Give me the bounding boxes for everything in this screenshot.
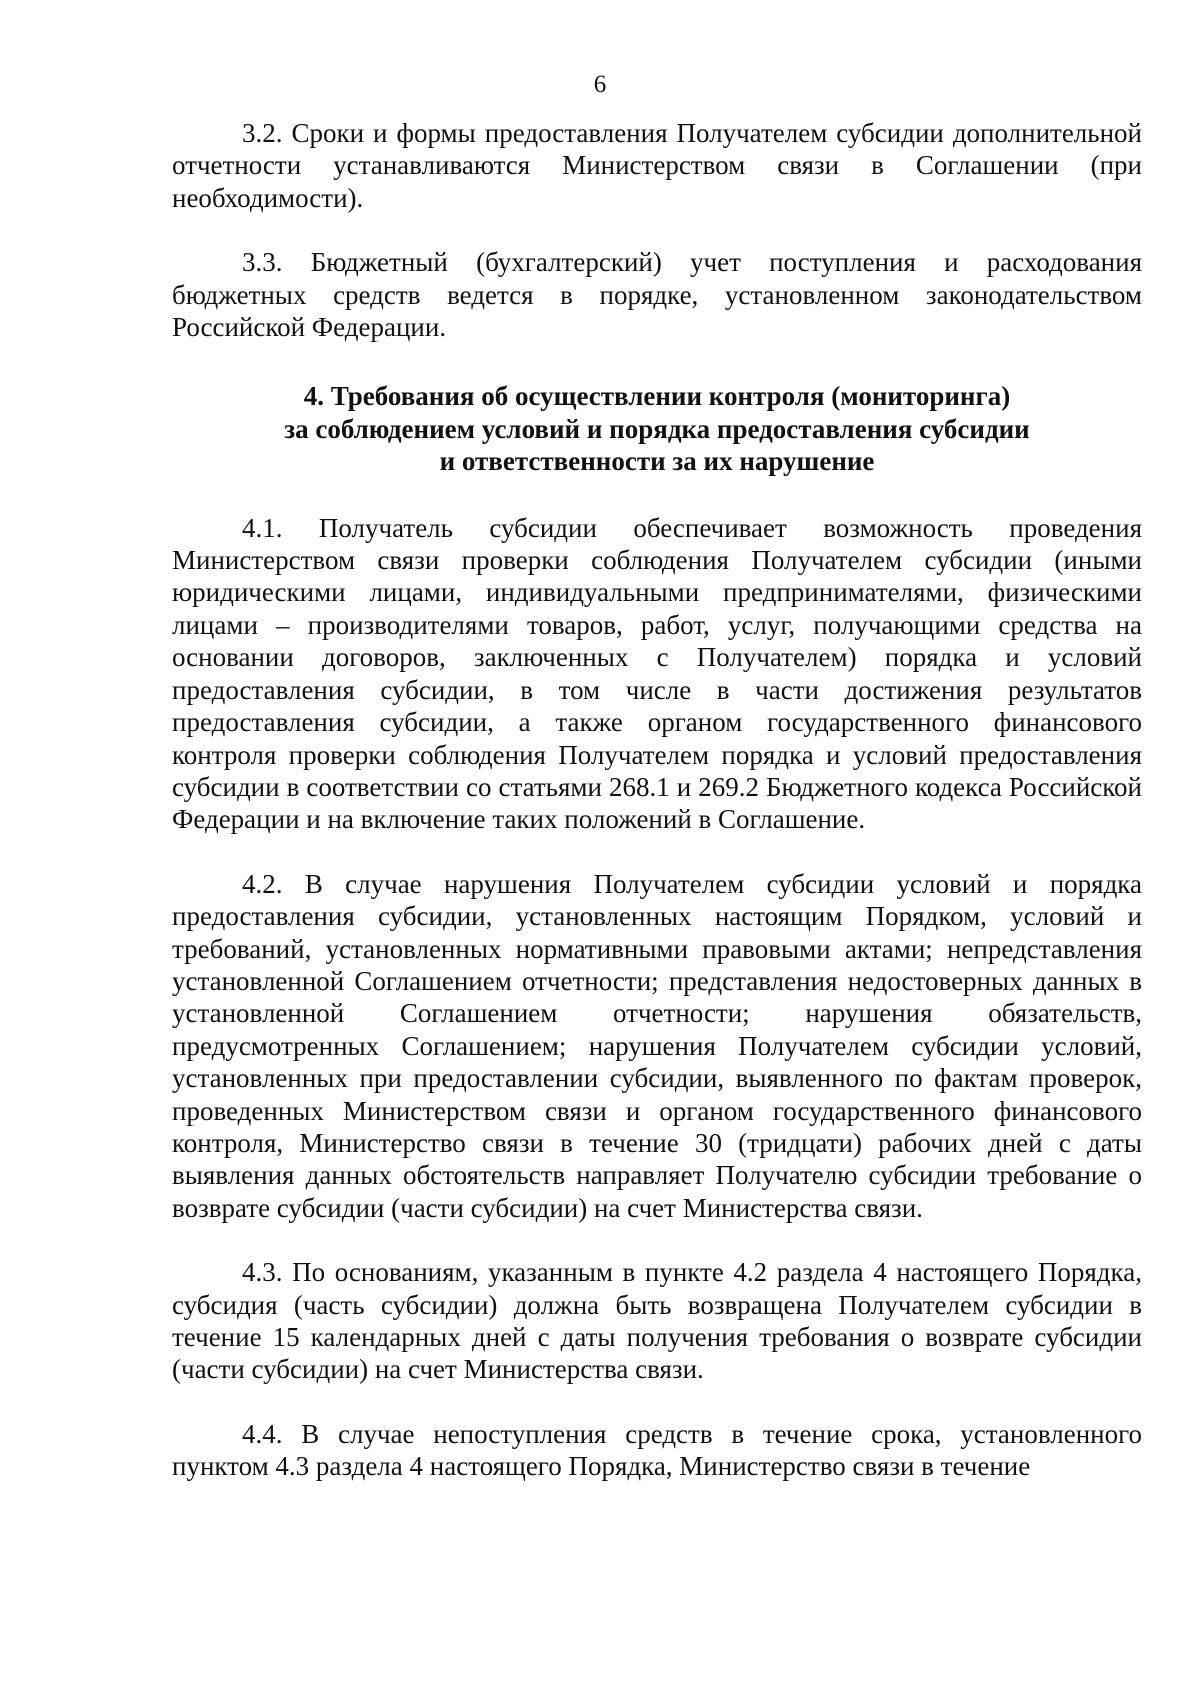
section-heading-line: за соблюдением условий и порядка предоставления субсидии: [284, 413, 1030, 444]
section-heading-line: 4. Требования об осуществлении контроля (мониторинга): [303, 381, 1011, 412]
document-body: [172, 117, 1142, 1483]
paragraph-3-3: 3.3. Бюджетный (бухгалтерский) учет поступления и расходования бюджетных средств ведется в порядке, установленном законодательством Российской Федерации.: [172, 247, 1142, 343]
paragraph-4-4: 4.4. В случае непоступления средств в течение срока, установленного пунктом 4.3 раздела 4 настоящего Порядка, Министерство связи в течение: [172, 1418, 1142, 1482]
paragraph-4-2: 4.2. В случае нарушения Получателем субсидии условий и порядка предоставления субсидии, установленных настоящим Порядком, условий и требований, установленных нормативными правовыми актами; непредставления установленной Соглашением отчетности; представления недостоверных данных в установленной Соглашением отчетности; нарушения обязательств, предусмотренных Соглашением; нарушения Получателем субсидии условий, установленных при предоставлении субсидии, выявленного по фактам проверок, проведенных Министерством связи и органом государственного финансового контроля, Министерство связи в течение 30 (тридцати) рабочих дней с даты выявления данных обстоятельств направляет Получателю субсидии требование о возврате субсидии (части субсидии) на счет Министерства связи.: [172, 868, 1142, 1223]
paragraph-4-1: 4.1. Получатель субсидии обеспечивает возможность проведения Министерством связи проверки соблюдения Получателем субсидии (иными юридическими лицами, индивидуальными предпринимателями, физическими лицами – производителями товаров, работ, услуг, получающими средства на основании договоров, заключенных с Получателем) порядка и условий предоставления субсидии, в том числе в части достижения результатов предоставления субсидии, а также органом государственного финансового контроля проверки соблюдения Получателем порядка и условий предоставления субсидии в соответствии со статьями 268.1 и 269.2 Бюджетного кодекса Российской Федерации и на включение таких положений в Соглашение.: [172, 512, 1142, 835]
section-4-heading: [172, 380, 1142, 477]
paragraph-3-2: 3.2. Сроки и формы предоставления Получателем субсидии дополнительной отчетности устанавливаются Министерством связи в Соглашении (при необходимости).: [172, 118, 1142, 213]
page-number: 6: [593, 71, 607, 98]
section-heading-line: и ответственности за их нарушение: [439, 446, 875, 477]
paragraph-4-3: 4.3. По основаниям, указанным в пункте 4.2 раздела 4 настоящего Порядка, субсидия (часть субсидии) должна быть возвращена Получателем субсидии в течение 15 календарных дней с даты получения требования о возврате субсидии (части субсидии) на счет Министерства связи.: [172, 1257, 1142, 1385]
